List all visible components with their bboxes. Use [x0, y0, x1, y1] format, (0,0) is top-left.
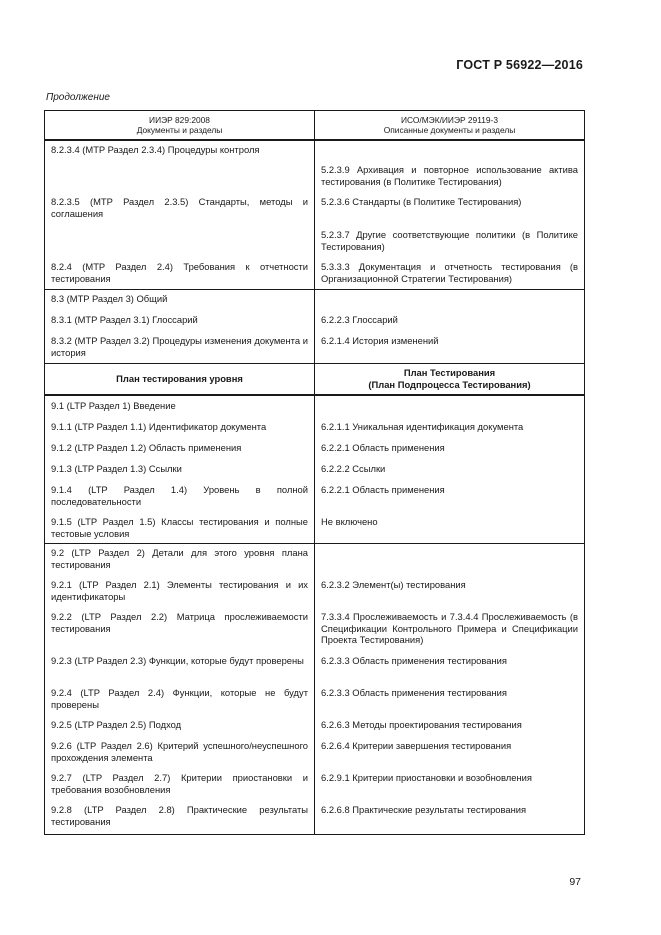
- table-cell-left: 9.2.8 (LTP Раздел 2.8) Практические результаты тестирования: [45, 804, 315, 835]
- table-cell-left: 9.2.6 (LTP Раздел 2.6) Критерий успешного/неуспешного прохождения элемента: [45, 740, 315, 772]
- table-cell-right: 6.2.1.4 История изменений: [315, 335, 585, 364]
- table-cell-right: 5.3.3.3 Документация и отчетность тестирования (в Организационной Стратегии Тестирования): [315, 261, 585, 290]
- column-header-right-subtitle: Описанные документы и разделы: [383, 125, 516, 135]
- table-cell-right: 6.2.6.3 Методы проектирования тестирования: [315, 719, 585, 740]
- table-cell-left: 8.2.3.4 (MTP Раздел 2.3.4) Процедуры контроля: [45, 140, 315, 164]
- table-group-mtp-3: [45, 290, 585, 364]
- continuation-label: Продолжение: [46, 92, 110, 103]
- subheader-right-line1: План Тестирования: [403, 367, 496, 379]
- table-row: [45, 290, 585, 315]
- table-cell-right: 6.2.9.1 Критерии приостановки и возобновления: [315, 772, 585, 804]
- table-cell-right: [315, 395, 585, 421]
- table-header-row: [45, 111, 585, 141]
- table-cell-left: [45, 229, 315, 261]
- table-group-ltp-2: [45, 544, 585, 835]
- table-cell-left: 9.1.1 (LTP Раздел 1.1) Идентификатор документа: [45, 421, 315, 442]
- table-row: [45, 740, 585, 772]
- table-cell-left: 9.1.4 (LTP Раздел 1.4) Уровень в полной последовательности: [45, 484, 315, 516]
- table-row: [45, 655, 585, 687]
- table-cell-left: 9.2.2 (LTP Раздел 2.2) Матрица прослеживаемости тестирования: [45, 611, 315, 655]
- table-cell-left: 9.2.4 (LTP Раздел 2.4) Функции, которые не будут проверены: [45, 687, 315, 719]
- table-row: [45, 611, 585, 655]
- table-cell-right: 7.3.3.4 Прослеживаемость и 7.3.4.4 Прослеживаемость (в Спецификации Контрольного Примера и Спецификации Проекта Тестирования): [315, 611, 585, 655]
- table-row: [45, 719, 585, 740]
- table-row: [45, 140, 585, 164]
- table-row: [45, 421, 585, 442]
- table-row: [45, 196, 585, 229]
- table-row: [45, 579, 585, 611]
- table-cell-right: 5.2.3.9 Архивация и повторное использование актива тестирования (в Политике Тестирования): [315, 164, 585, 196]
- document-standard-header: ГОСТ Р 56922—2016: [456, 58, 583, 72]
- table-cell-right: 6.2.2.2 Ссылки: [315, 463, 585, 484]
- table-cell-left: 8.3.1 (MTP Раздел 3.1) Глоссарий: [45, 314, 315, 335]
- table-group-mtp-2: [45, 140, 585, 290]
- table-cell-left: 8.3 (MTP Раздел 3) Общий: [45, 290, 315, 315]
- table-row: [45, 314, 585, 335]
- page-number: 97: [569, 876, 581, 888]
- table-row: [45, 463, 585, 484]
- table-row: [45, 687, 585, 719]
- table-cell-left: 9.2.5 (LTP Раздел 2.5) Подход: [45, 719, 315, 740]
- table-cell-left: 9.1.2 (LTP Раздел 1.2) Область применения: [45, 442, 315, 463]
- table-cell-right: 5.2.3.6 Стандарты (в Политике Тестирования): [315, 196, 585, 229]
- table-cell-right: 6.2.2.1 Область применения: [315, 484, 585, 516]
- column-header-left-subtitle: Документы и разделы: [136, 125, 223, 135]
- table-cell-left: 9.1.5 (LTP Раздел 1.5) Классы тестирования и полные тестовые условия: [45, 516, 315, 544]
- table-cell-left: 8.2.3.5 (MTP Раздел 2.3.5) Стандарты, методы и соглашения: [45, 196, 315, 229]
- table-row: [45, 164, 585, 196]
- table-group-ltp-1: [45, 395, 585, 544]
- column-header-right: [315, 111, 585, 141]
- column-header-right-title: ИСО/МЭК/ИИЭР 29119-3: [400, 114, 498, 125]
- table-cell-left: 9.2.3 (LTP Раздел 2.3) Функции, которые будут проверены: [45, 655, 315, 687]
- mapping-table: [44, 110, 585, 835]
- table-cell-right: 6.2.3.3 Область применения тестирования: [315, 687, 585, 719]
- table-row: [45, 261, 585, 290]
- column-header-left: [45, 111, 315, 141]
- table-row: [45, 772, 585, 804]
- table-cell-left: 9.2.7 (LTP Раздел 2.7) Критерии приостановки и требования возобновления: [45, 772, 315, 804]
- table-cell-left: 9.2.1 (LTP Раздел 2.1) Элементы тестирования и их идентификаторы: [45, 579, 315, 611]
- table-row: [45, 516, 585, 544]
- table-cell-right: 6.2.3.3 Область применения тестирования: [315, 655, 585, 687]
- table-cell-right: 6.2.6.8 Практические результаты тестирования: [315, 804, 585, 835]
- table-row: [45, 229, 585, 261]
- table-row: [45, 804, 585, 835]
- table-row: [45, 442, 585, 463]
- table-cell-right: 5.2.3.7 Другие соответствующие политики (в Политике Тестирования): [315, 229, 585, 261]
- table-cell-left: 8.2.4 (MTP Раздел 2.4) Требования к отчетности тестирования: [45, 261, 315, 290]
- table-cell-left: 9.1.3 (LTP Раздел 1.3) Ссылки: [45, 463, 315, 484]
- table-cell-left: 8.3.2 (MTP Раздел 3.2) Процедуры изменения документа и история: [45, 335, 315, 364]
- table-row: [45, 395, 585, 421]
- subheader-right: [315, 364, 585, 396]
- table-cell-left: 9.2 (LTP Раздел 2) Детали для этого уровня плана тестирования: [45, 544, 315, 580]
- table-cell-right: [315, 544, 585, 580]
- table-cell-right: [315, 140, 585, 164]
- table-cell-right: 6.2.3.2 Элемент(ы) тестирования: [315, 579, 585, 611]
- table-cell-left: [45, 164, 315, 196]
- column-header-left-title: ИИЭР 829:2008: [149, 114, 210, 125]
- table-cell-right: [315, 290, 585, 315]
- table-subheader-row: [45, 364, 585, 396]
- table-row: [45, 544, 585, 580]
- table-cell-right: Не включено: [315, 516, 585, 544]
- subheader-left: План тестирования уровня: [45, 364, 315, 396]
- subheader-right-line2: (План Подпроцесса Тестирования): [368, 379, 531, 390]
- table-cell-left: 9.1 (LTP Раздел 1) Введение: [45, 395, 315, 421]
- table-subheader: [45, 364, 585, 396]
- table-cell-right: 6.2.2.1 Область применения: [315, 442, 585, 463]
- table-row: [45, 335, 585, 364]
- table-row: [45, 484, 585, 516]
- table-cell-right: 6.2.2.3 Глоссарий: [315, 314, 585, 335]
- table-cell-right: 6.2.6.4 Критерии завершения тестирования: [315, 740, 585, 772]
- table-cell-right: 6.2.1.1 Уникальная идентификация документа: [315, 421, 585, 442]
